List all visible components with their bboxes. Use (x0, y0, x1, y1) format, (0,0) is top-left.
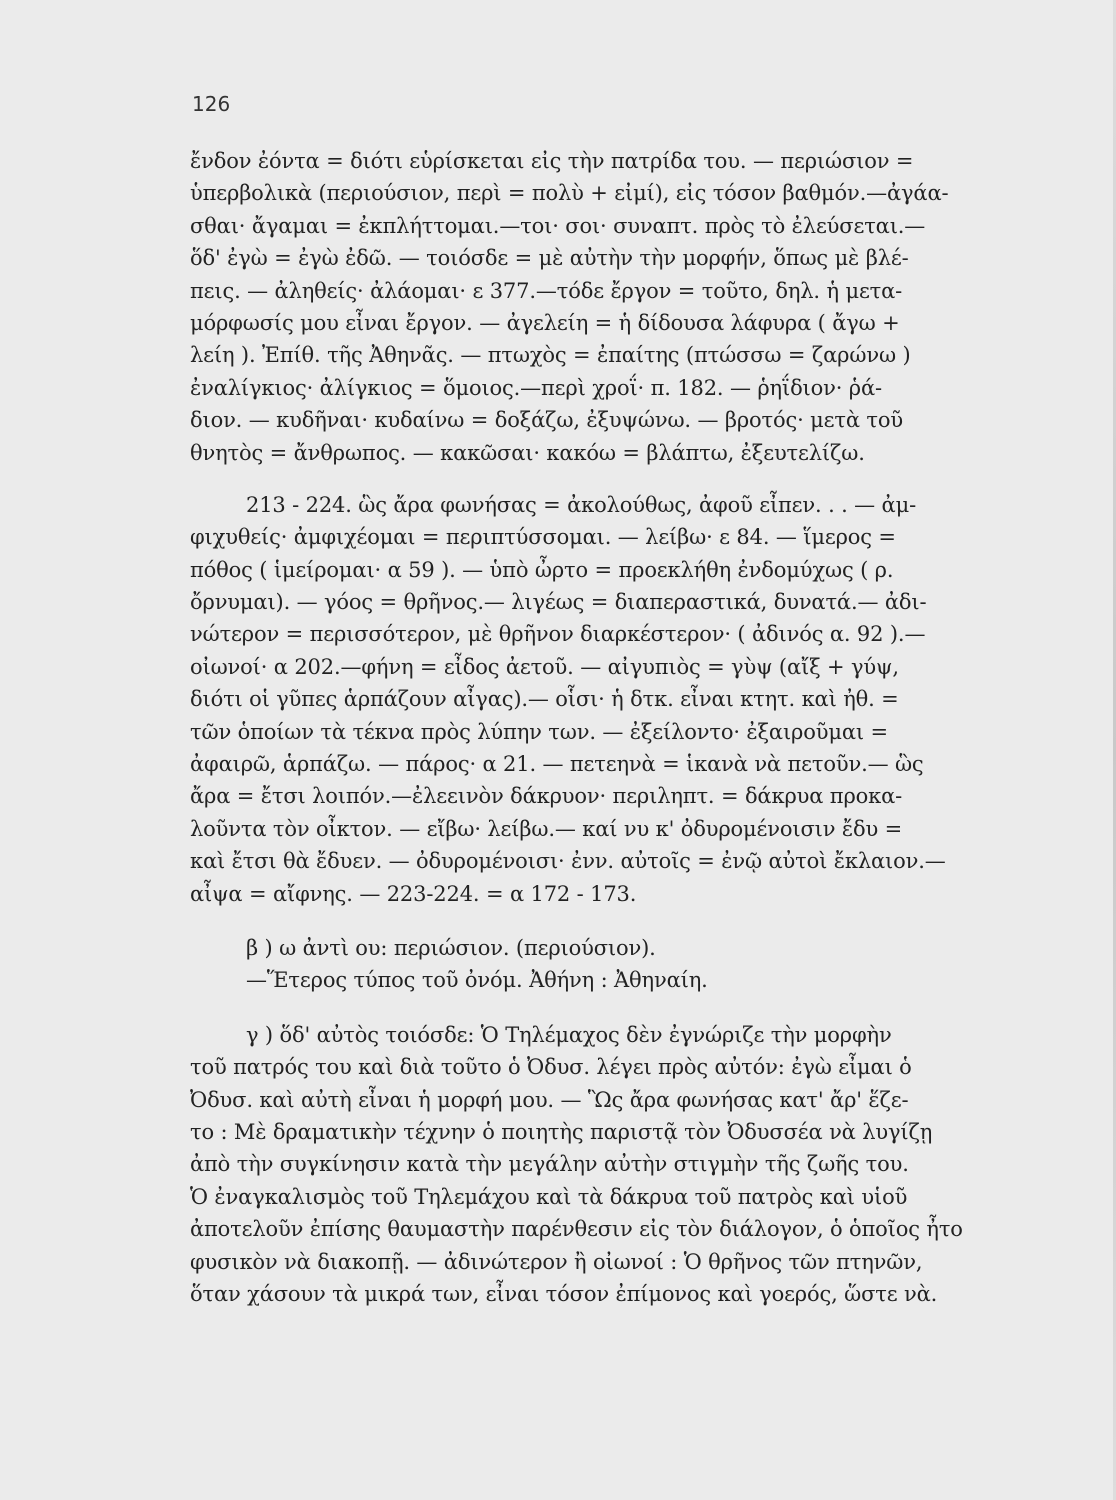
text-line: καὶ ἔτσι θὰ ἔδυεν. — ὀδυρομένοισι· ἐνν. αὐτοῖς = ἐνῷ αὐτοὶ ἔκλαιον.— (190, 849, 946, 874)
text-line: ἔνδον ἐόντα = διότι εὑρίσκεται εἰς τὴν πατρίδα του. — περιώσιον = (190, 149, 914, 173)
text-line: ἀφαιρῶ, ἁρπάζω. — πάρος· α 21. — πετεηνὰ = ἱκανὰ νὰ πετοῦν.— ὣς (190, 752, 924, 777)
text-line: νώτερον = περισσότερον, μὲ θρῆνον διαρκέστερον· ( ἀδινός α. 92 ).— (190, 622, 926, 647)
text-line: μόρφωσίς μου εἶναι ἔργον. — ἀγελείη = ἡ δίδουσα λάφυρα ( ἄγω + (190, 310, 900, 335)
text-line: θνητὸς = ἄνθρωπος. — κακῶσαι· κακόω = βλάπτω, ἐξευτελίζω. (190, 440, 865, 465)
text-line: πεις. — ἀληθείς· ἀλάομαι· ε 377.—τόδε ἔργον = τοῦτο, δηλ. ἡ μετα- (190, 278, 903, 303)
text-line: τοῦ πατρός του καὶ διὰ τοῦτο ὁ Ὀδυσ. λέγει πρὸς αὐτόν: ἐγὼ εἶμαι ὁ (190, 1055, 912, 1080)
paragraph-content-notes (190, 1019, 1020, 1311)
paragraph-grammar-notes (190, 932, 1020, 997)
text-line: αἶψα = αἴφνης. — 223-224. = α 172 - 173. (190, 881, 637, 906)
text-line: ὅταν χάσουν τὰ μικρά των, εἶναι τόσον ἐπίμονος καὶ γοερός, ὥστε νὰ. (190, 1281, 938, 1306)
text-line: ἐναλίγκιος· ἀλίγκιος = ὅμοιος.—περὶ χροΐ· π. 182. — ῥηΐδιον· ῥά- (190, 375, 882, 400)
commentary-text (190, 145, 1020, 1310)
text-line: ὅδ' ἐγὼ = ἐγὼ ἐδῶ. — τοιόσδε = μὲ αὐτὴν τὴν μορφήν, ὅπως μὲ βλέ- (190, 246, 909, 271)
text-line: διότι οἱ γῦπες ἁρπάζουν αἶγας).— οἷσι· ἡ δτκ. εἶναι κτητ. καὶ ἠθ. = (190, 687, 899, 712)
paragraph-lexical-notes (190, 145, 1020, 469)
text-line: φιχυθείς· ἀμφιχέομαι = περιπτύσσομαι. — λείβω· ε 84. — ἵμερος = (190, 525, 896, 550)
text-line: φυσικὸν νὰ διακοπῇ. — ἀδινώτερον ἢ οἰωνοί : Ὁ θρῆνος τῶν πτηνῶν, (190, 1249, 923, 1274)
text-line: —Ἕτερος τύπος τοῦ ὀνόμ. Ἀθήνη : Ἀθηναίη. (246, 968, 708, 993)
text-line: ὑπερβολικὰ (περιούσιον, περὶ = πολὺ + εἰμί), εἰς τόσον βαθμόν.—ἀγάα- (190, 181, 949, 206)
text-line: το : Μὲ δραματικὴν τέχνην ὁ ποιητὴς παριστᾷ τὸν Ὀδυσσέα νὰ λυγίζῃ (190, 1119, 933, 1144)
text-line: ὄρνυμαι). — γόος = θρῆνος.— λιγέως = διαπεραστικά, δυνατά.— ἀδι- (190, 590, 927, 615)
text-line: οἰωνοί· α 202.—φήνη = εἶδος ἀετοῦ. — αἰγυπιὸς = γὺψ (αἴξ + γύψ, (190, 654, 899, 679)
text-line: πόθος ( ἱμείρομαι· α 59 ). — ὑπὸ ὦρτο = προεκλήθη ἐνδομύχως ( ρ. (190, 557, 894, 582)
text-line: λείη ). Ἐπίθ. τῆς Ἀθηνᾶς. — πτωχὸς = ἐπαίτης (πτώσσω = ζαρώνω ) (190, 343, 911, 368)
text-line: τῶν ὁποίων τὰ τέκνα πρὸς λύπην των. — ἐξείλοντο· ἐξαιροῦμαι = (190, 719, 888, 744)
text-line: 213 - 224. ὣς ἄρα φωνήσας = ἀκολούθως, ἀφοῦ εἶπεν. . . — ἀμ- (246, 492, 917, 517)
paragraph-verses-213-224 (190, 489, 1020, 910)
text-line: Ὀδυσ. καὶ αὐτὴ εἶναι ἡ μορφή μου. — Ὣς ἄρα φωνήσας κατ' ἄρ' ἕζε- (190, 1087, 909, 1112)
text-line: Ὁ ἐναγκαλισμὸς τοῦ Τηλεμάχου καὶ τὰ δάκρυα τοῦ πατρὸς καὶ υἱοῦ (190, 1184, 908, 1209)
text-line: ἀποτελοῦν ἐπίσης θαυμαστὴν παρένθεσιν εἰς τὸν διάλογον, ὁ ὁποῖος ἦτο (190, 1217, 963, 1242)
text-line: β ) ω ἀντὶ ου: περιώσιον. (περιούσιον). (246, 935, 656, 960)
text-line: γ ) ὅδ' αὐτὸς τοιόσδε: Ὁ Τηλέμαχος δὲν ἐγνώριζε τὴν μορφὴν (246, 1022, 892, 1047)
text-line: ἀπὸ τὴν συγκίνησιν κατὰ τὴν μεγάλην αὐτὴν στιγμὴν τῆς ζωῆς του. (190, 1152, 909, 1177)
text-line: διον. — κυδῆναι· κυδαίνω = δοξάζω, ἐξυψώνω. — βροτός· μετὰ τοῦ (190, 408, 903, 433)
text-line: ἄρα = ἔτσι λοιπόν.—ἐλεεινὸν δάκρυον· περιληπτ. = δάκρυα προκα- (190, 784, 903, 809)
text-line: σθαι· ἄγαμαι = ἐκπλήττομαι.—τοι· σοι· συναπτ. πρὸς τὸ ἐλεύσεται.— (190, 213, 926, 238)
page-number: 126 (192, 92, 231, 116)
text-line: λοῦντα τὸν οἶκτον. — εἴβω· λείβω.— καί νυ κ' ὀδυρομένοισιν ἔδυ = (190, 816, 903, 841)
